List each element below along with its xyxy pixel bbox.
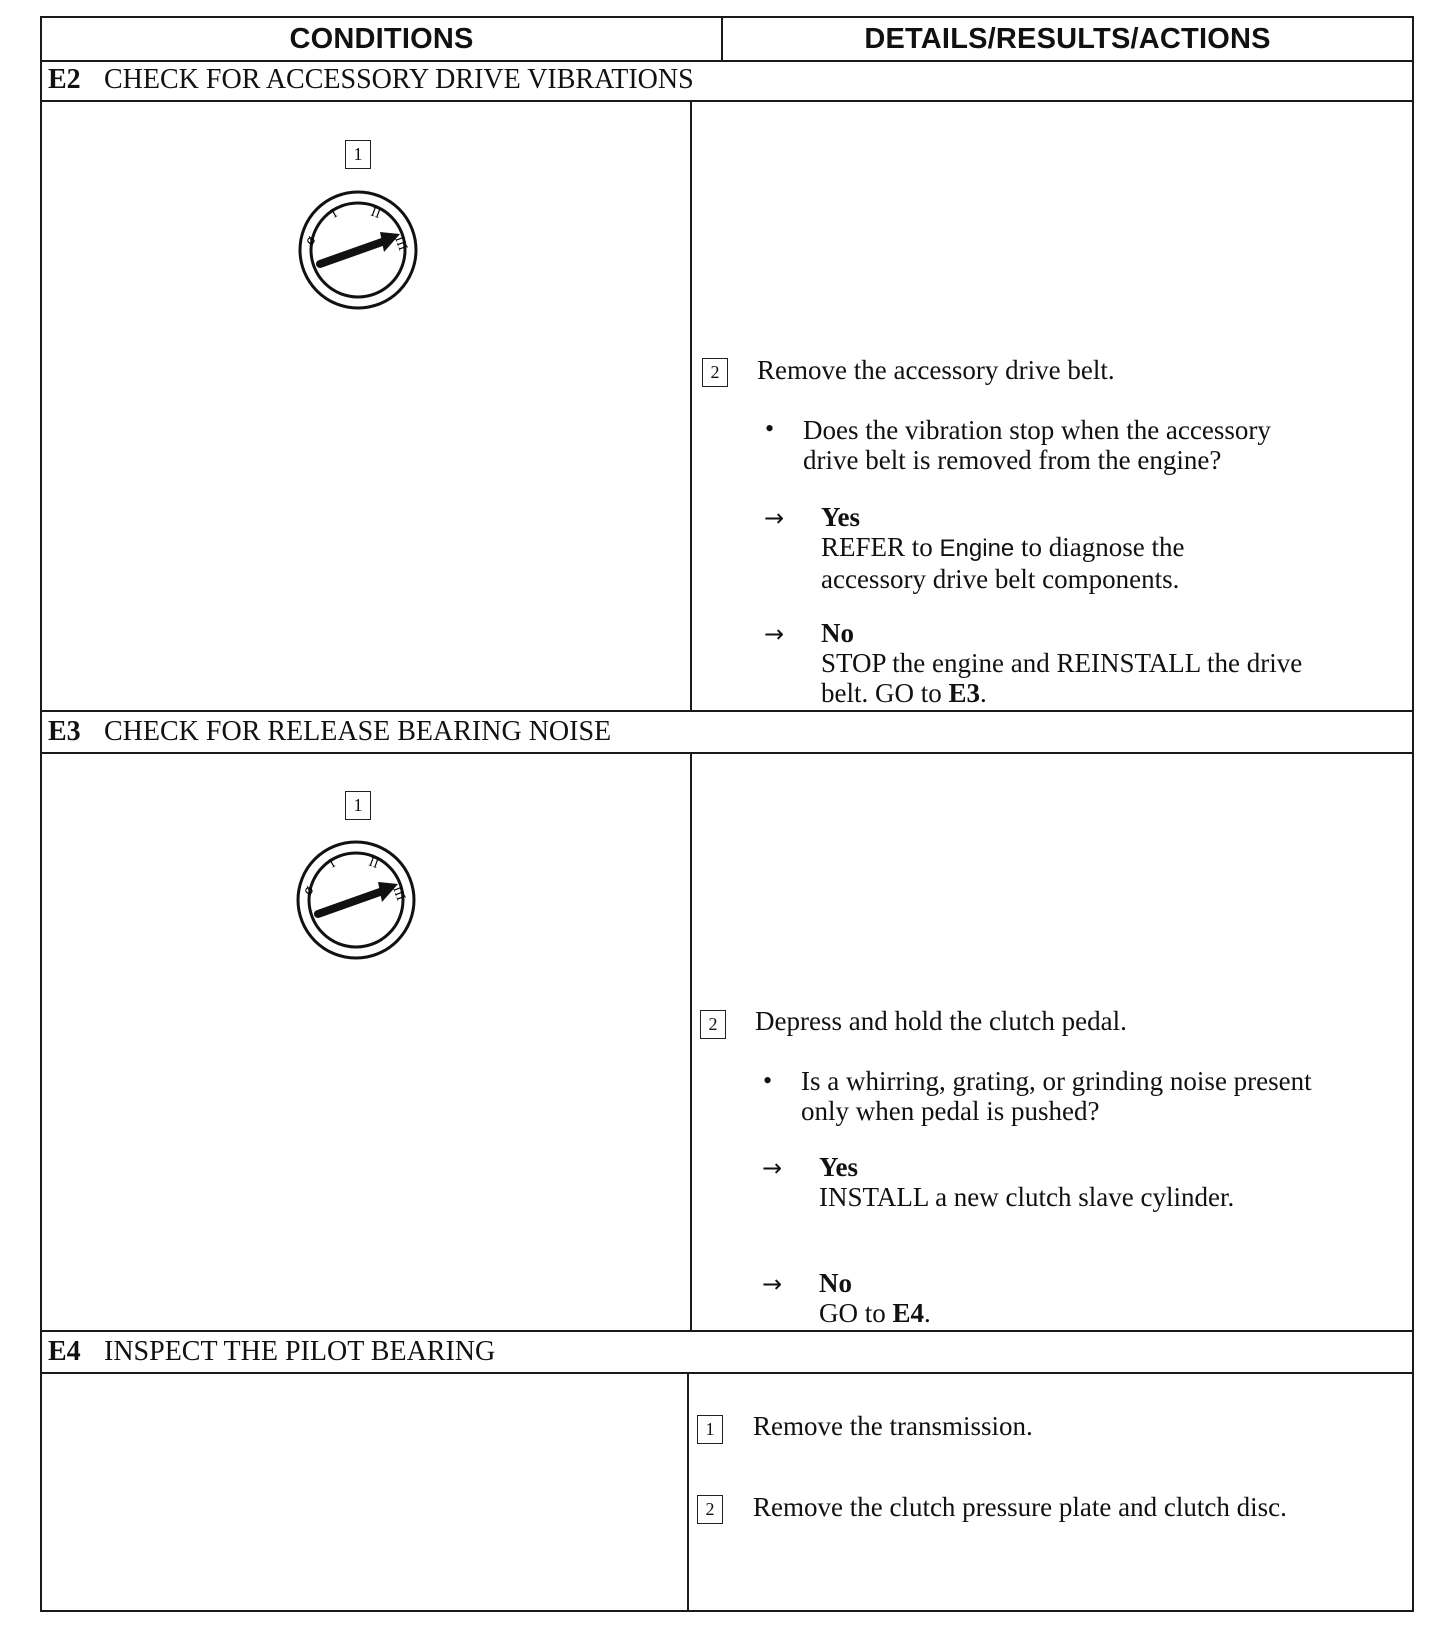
answer-text: belt. GO to (821, 678, 949, 708)
reference-link[interactable]: Engine (939, 535, 1015, 562)
answer-text: to diagnose the (1021, 532, 1185, 562)
step-text: Remove the accessory drive belt. (757, 355, 1115, 385)
answer-yes-label: Yes (821, 502, 860, 532)
section-e4-title (42, 1332, 1412, 1374)
dial-label-two: II (368, 204, 383, 222)
answer-text: . (980, 678, 987, 708)
answer-no-text (819, 1298, 931, 1328)
section-e2-heading: CHECK FOR ACCESSORY DRIVE VIBRATIONS (104, 64, 694, 95)
section-e3-title (42, 712, 1412, 754)
answer-no-text (821, 648, 1302, 708)
question-line: only when pedal is pushed? (801, 1096, 1100, 1126)
dial-label-off: ø (302, 233, 320, 248)
answer-line: STOP the engine and REINSTALL the drive (821, 648, 1303, 678)
step-number-box: 1 (697, 1415, 723, 1444)
dial-label-two: II (366, 854, 381, 872)
table-header (42, 18, 1412, 62)
dial-label-off: ø (300, 883, 318, 898)
section-e3-number: E3 (48, 716, 81, 747)
goto-link[interactable]: E3 (948, 678, 981, 708)
arrow-right-icon: → (762, 1154, 783, 1182)
answer-text: REFER to (821, 532, 933, 562)
section-e4-number: E4 (48, 1336, 81, 1367)
goto-link[interactable]: E4 (892, 1298, 925, 1328)
question-text (801, 1066, 1312, 1126)
conditions-header: CONDITIONS (42, 18, 723, 60)
answer-text: GO to (819, 1298, 893, 1328)
question-text (803, 415, 1271, 475)
step-text: Remove the clutch pressure plate and clutch disc. (753, 1492, 1287, 1522)
dial-label-one: I (328, 206, 340, 221)
step-text: Remove the transmission. (753, 1411, 1033, 1441)
step-number-box: 2 (702, 358, 728, 387)
ignition-switch-icon (296, 188, 420, 312)
answer-no-label: No (819, 1268, 852, 1298)
section-e3-heading: CHECK FOR RELEASE BEARING NOISE (104, 716, 612, 747)
answer-yes-text: INSTALL a new clutch slave cylinder. (819, 1182, 1235, 1212)
bullet-icon: • (763, 1066, 773, 1095)
step-number-box: 2 (697, 1495, 723, 1524)
section-e2-title (42, 60, 1412, 102)
details-header: DETAILS/RESULTS/ACTIONS (864, 22, 1271, 55)
answer-yes-label: Yes (819, 1152, 858, 1182)
arrow-right-icon: → (764, 504, 785, 532)
dial-label-three: III (392, 234, 411, 253)
answer-yes-text (821, 532, 1184, 594)
step-number-box: 1 (345, 140, 371, 169)
step-text: Depress and hold the clutch pedal. (755, 1006, 1127, 1036)
column-divider (690, 102, 692, 712)
answer-line (821, 678, 1302, 708)
dial-label-one: I (326, 856, 338, 871)
diagnostic-table (40, 16, 1414, 1612)
arrow-right-icon: → (762, 1270, 783, 1298)
answer-line: accessory drive belt components. (821, 564, 1180, 594)
question-line: Does the vibration stop when the accessory (803, 415, 1271, 445)
question-line: drive belt is removed from the engine? (803, 445, 1222, 475)
answer-line (821, 532, 1184, 564)
column-divider (690, 754, 692, 1332)
step-number-box: 1 (345, 791, 371, 820)
bullet-icon: • (765, 414, 775, 443)
section-e2-number: E2 (48, 64, 81, 95)
ignition-switch-icon (294, 838, 418, 962)
section-e4-heading: INSPECT THE PILOT BEARING (104, 1336, 496, 1367)
question-line: Is a whirring, grating, or grinding noise present (801, 1066, 1312, 1096)
answer-text: . (924, 1298, 931, 1328)
step-number-box: 2 (700, 1010, 726, 1039)
dial-label-three: III (390, 884, 409, 903)
arrow-right-icon: → (764, 620, 785, 648)
column-divider (687, 1374, 689, 1612)
answer-no-label: No (821, 618, 854, 648)
